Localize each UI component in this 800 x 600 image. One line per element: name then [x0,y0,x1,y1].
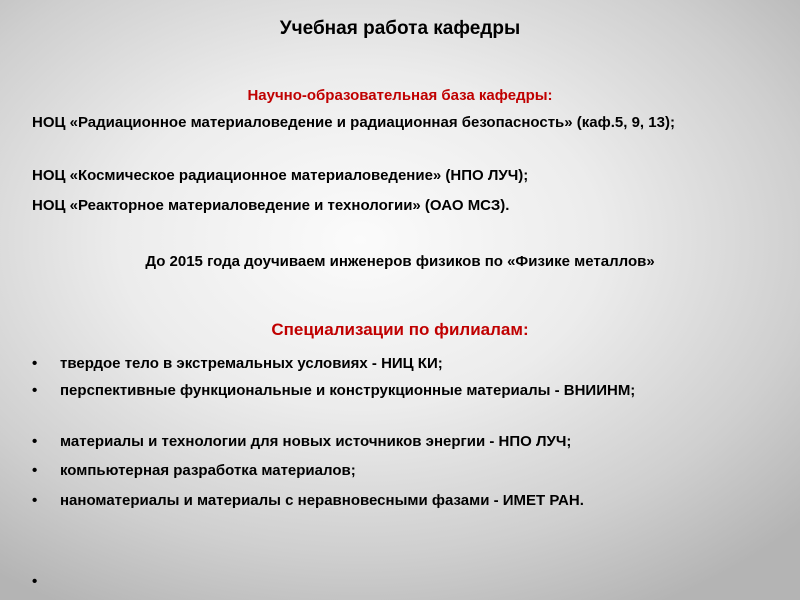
bullet-icon: • [32,492,38,509]
list-item-text: материалы и технологии для новых источников энергии - НПО ЛУЧ; [60,433,572,450]
specializations-heading: Специализации по филиалам: [271,320,529,339]
bullet-icon: • [32,355,38,372]
bullet-icon: • [32,462,38,479]
note-text: До 2015 года доучиваем инженеров физиков по «Физике металлов» [145,253,655,270]
bullet-icon: • [32,382,38,399]
bullet-icon: • [32,573,38,590]
list-item-text: компьютерная разработка материалов; [60,462,356,479]
list-item [32,432,772,452]
center-item: НОЦ «Космическое радиационное материаловедение» (НПО ЛУЧ); [32,167,529,184]
list-item-text: твердое тело в экстремальных условиях - НИЦ КИ; [60,355,443,372]
list-item-text: наноматериалы и материалы с неравновесными фазами - ИМЕТ РАН. [60,492,584,509]
bullet-icon: • [32,433,38,450]
center-item: НОЦ «Радиационное материаловедение и радиационная безопасность» (каф.5, 9, 13); [32,114,675,131]
list-item [32,461,772,481]
list-item [32,381,772,401]
slide-title: Учебная работа кафедры [279,18,521,39]
base-heading: Научно-образовательная база кафедры: [247,87,553,104]
center-item: НОЦ «Реакторное материаловедение и технологии» (ОАО МСЗ). [32,197,510,214]
list-item [32,354,772,374]
list-item [32,491,772,511]
list-item-text: перспективные функциональные и конструкционные материалы - ВНИИНМ; [60,382,636,399]
